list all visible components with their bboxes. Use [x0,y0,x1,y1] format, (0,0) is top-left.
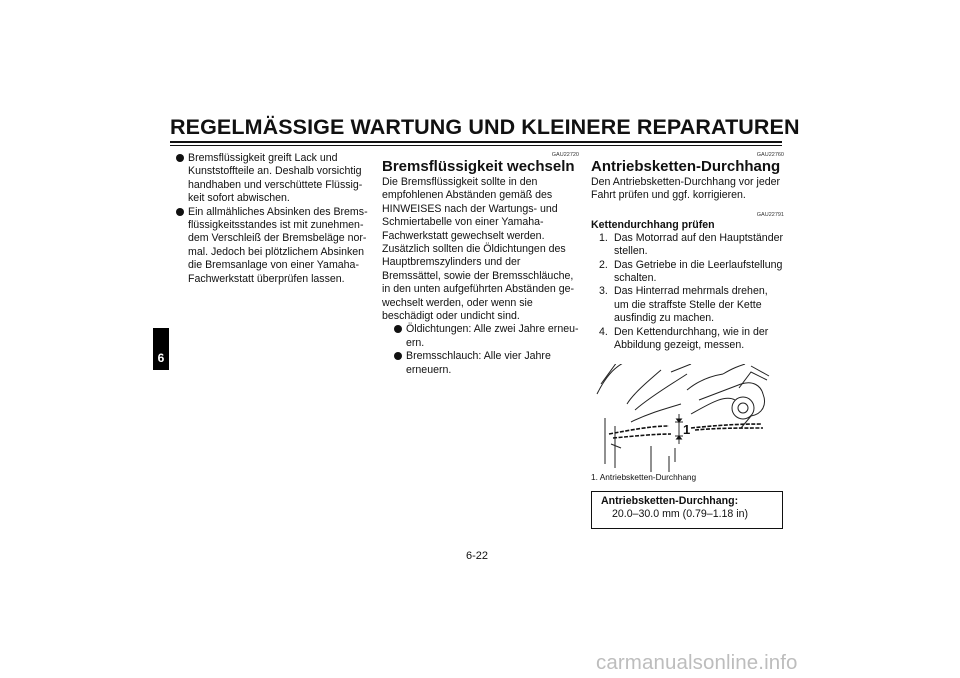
page-header [170,114,800,140]
bullet-icon [394,325,402,333]
watermark: carmanualsonline.info [596,651,798,674]
column-2 [382,152,579,377]
bullet-text: Ein allmähliches Absinken des Bremsflüssigkeitsstandes ist mit zunehmendem Verschleiß der Bremsbeläge normal. Jedoch bei plötzlichem Absinken die Bremsanlage von einer Yamaha-Fachwerkstatt überprüfen lassen. [188,205,368,285]
bullet-icon [176,208,184,216]
list-item [175,206,375,286]
step-text: Den Kettendurchhang, wie in der Abbildung gezeigt, messen. [614,325,769,352]
section-code: GAU22760 [756,152,784,158]
step-number: 3. [599,285,608,298]
section-intro: Den Antriebsketten-Durchhang vor jeder Fahrt prüfen und ggf. korrigieren. [591,176,781,202]
bullet-icon [394,352,402,360]
figure-caption: 1. Antriebsketten-Durchhang [591,472,697,483]
step-text: Das Motorrad auf den Hauptständer stellen. [614,231,784,258]
callout-label: 1 [683,422,691,438]
steps-list [591,232,784,353]
header-rule-thick [170,141,782,143]
spec-label: Antriebsketten-Durchhang: [601,495,739,508]
column-3 [591,152,784,529]
bullet-icon [176,154,184,162]
list-item [593,259,784,286]
list-item [393,350,579,377]
step-number: 2. [599,258,608,271]
step-number: 4. [599,325,608,338]
list-item [393,323,579,350]
section-code: GAU22720 [551,152,579,158]
subsection-heading: Kettendurchhang prüfen [591,218,715,231]
section-heading: Antriebsketten-Durchhang [591,158,781,175]
list-item [175,152,375,206]
spec-value: 20.0–30.0 mm (0.79–1.18 in) [612,507,749,520]
chapter-tab: 6 [153,328,169,370]
list-item [593,285,784,325]
chain-drawing [591,364,784,472]
spec-box [591,491,783,529]
section-heading: Bremsflüssigkeit wechseln [382,158,575,175]
header-rule-thin [170,145,782,146]
bullet-text: Bremsschlauch: Alle vier Jahre erneuern. [406,350,551,376]
column-1 [175,152,375,286]
page-number: 6-22 [466,550,489,562]
subsection-code: GAU22791 [756,211,784,218]
step-text: Das Hinterrad mehrmals drehen, um die straffste Stelle der Kette ausfindig zu machen. [614,285,768,325]
section-paragraph: Die Bremsflüssigkeit sollte in den empfohlenen Abständen gemäß des HINWEISES nach der Wartungs- und Schmiertabelle von einer Yamaha-Fachwerkstatt gewechselt werden. Zusätzlich sollten die Öldichtungen des Hauptbremszylinders und der Bremssättel, sowie der Bremsschläuche, in den unten aufgeführten Abständen gewechselt werden, oder wenn sie beschädigt oder undicht sind. [382,176,575,323]
list-item [593,232,784,259]
step-text: Das Getriebe in die Leerlaufstellung schalten. [614,258,783,285]
step-number: 1. [599,231,608,244]
bullet-text: Öldichtungen: Alle zwei Jahre erneuern. [406,323,579,349]
page-title: REGELMÄSSIGE WARTUNG UND KLEINERE REPARATUREN [170,115,800,139]
list-item [593,326,784,353]
bullet-text: Bremsflüssigkeit greift Lack und Kunststoffteile an. Deshalb vorsichtig handhaben und verschüttete Flüssigkeit sofort abwischen. [188,152,363,205]
chain-slack-illustration [591,364,784,472]
